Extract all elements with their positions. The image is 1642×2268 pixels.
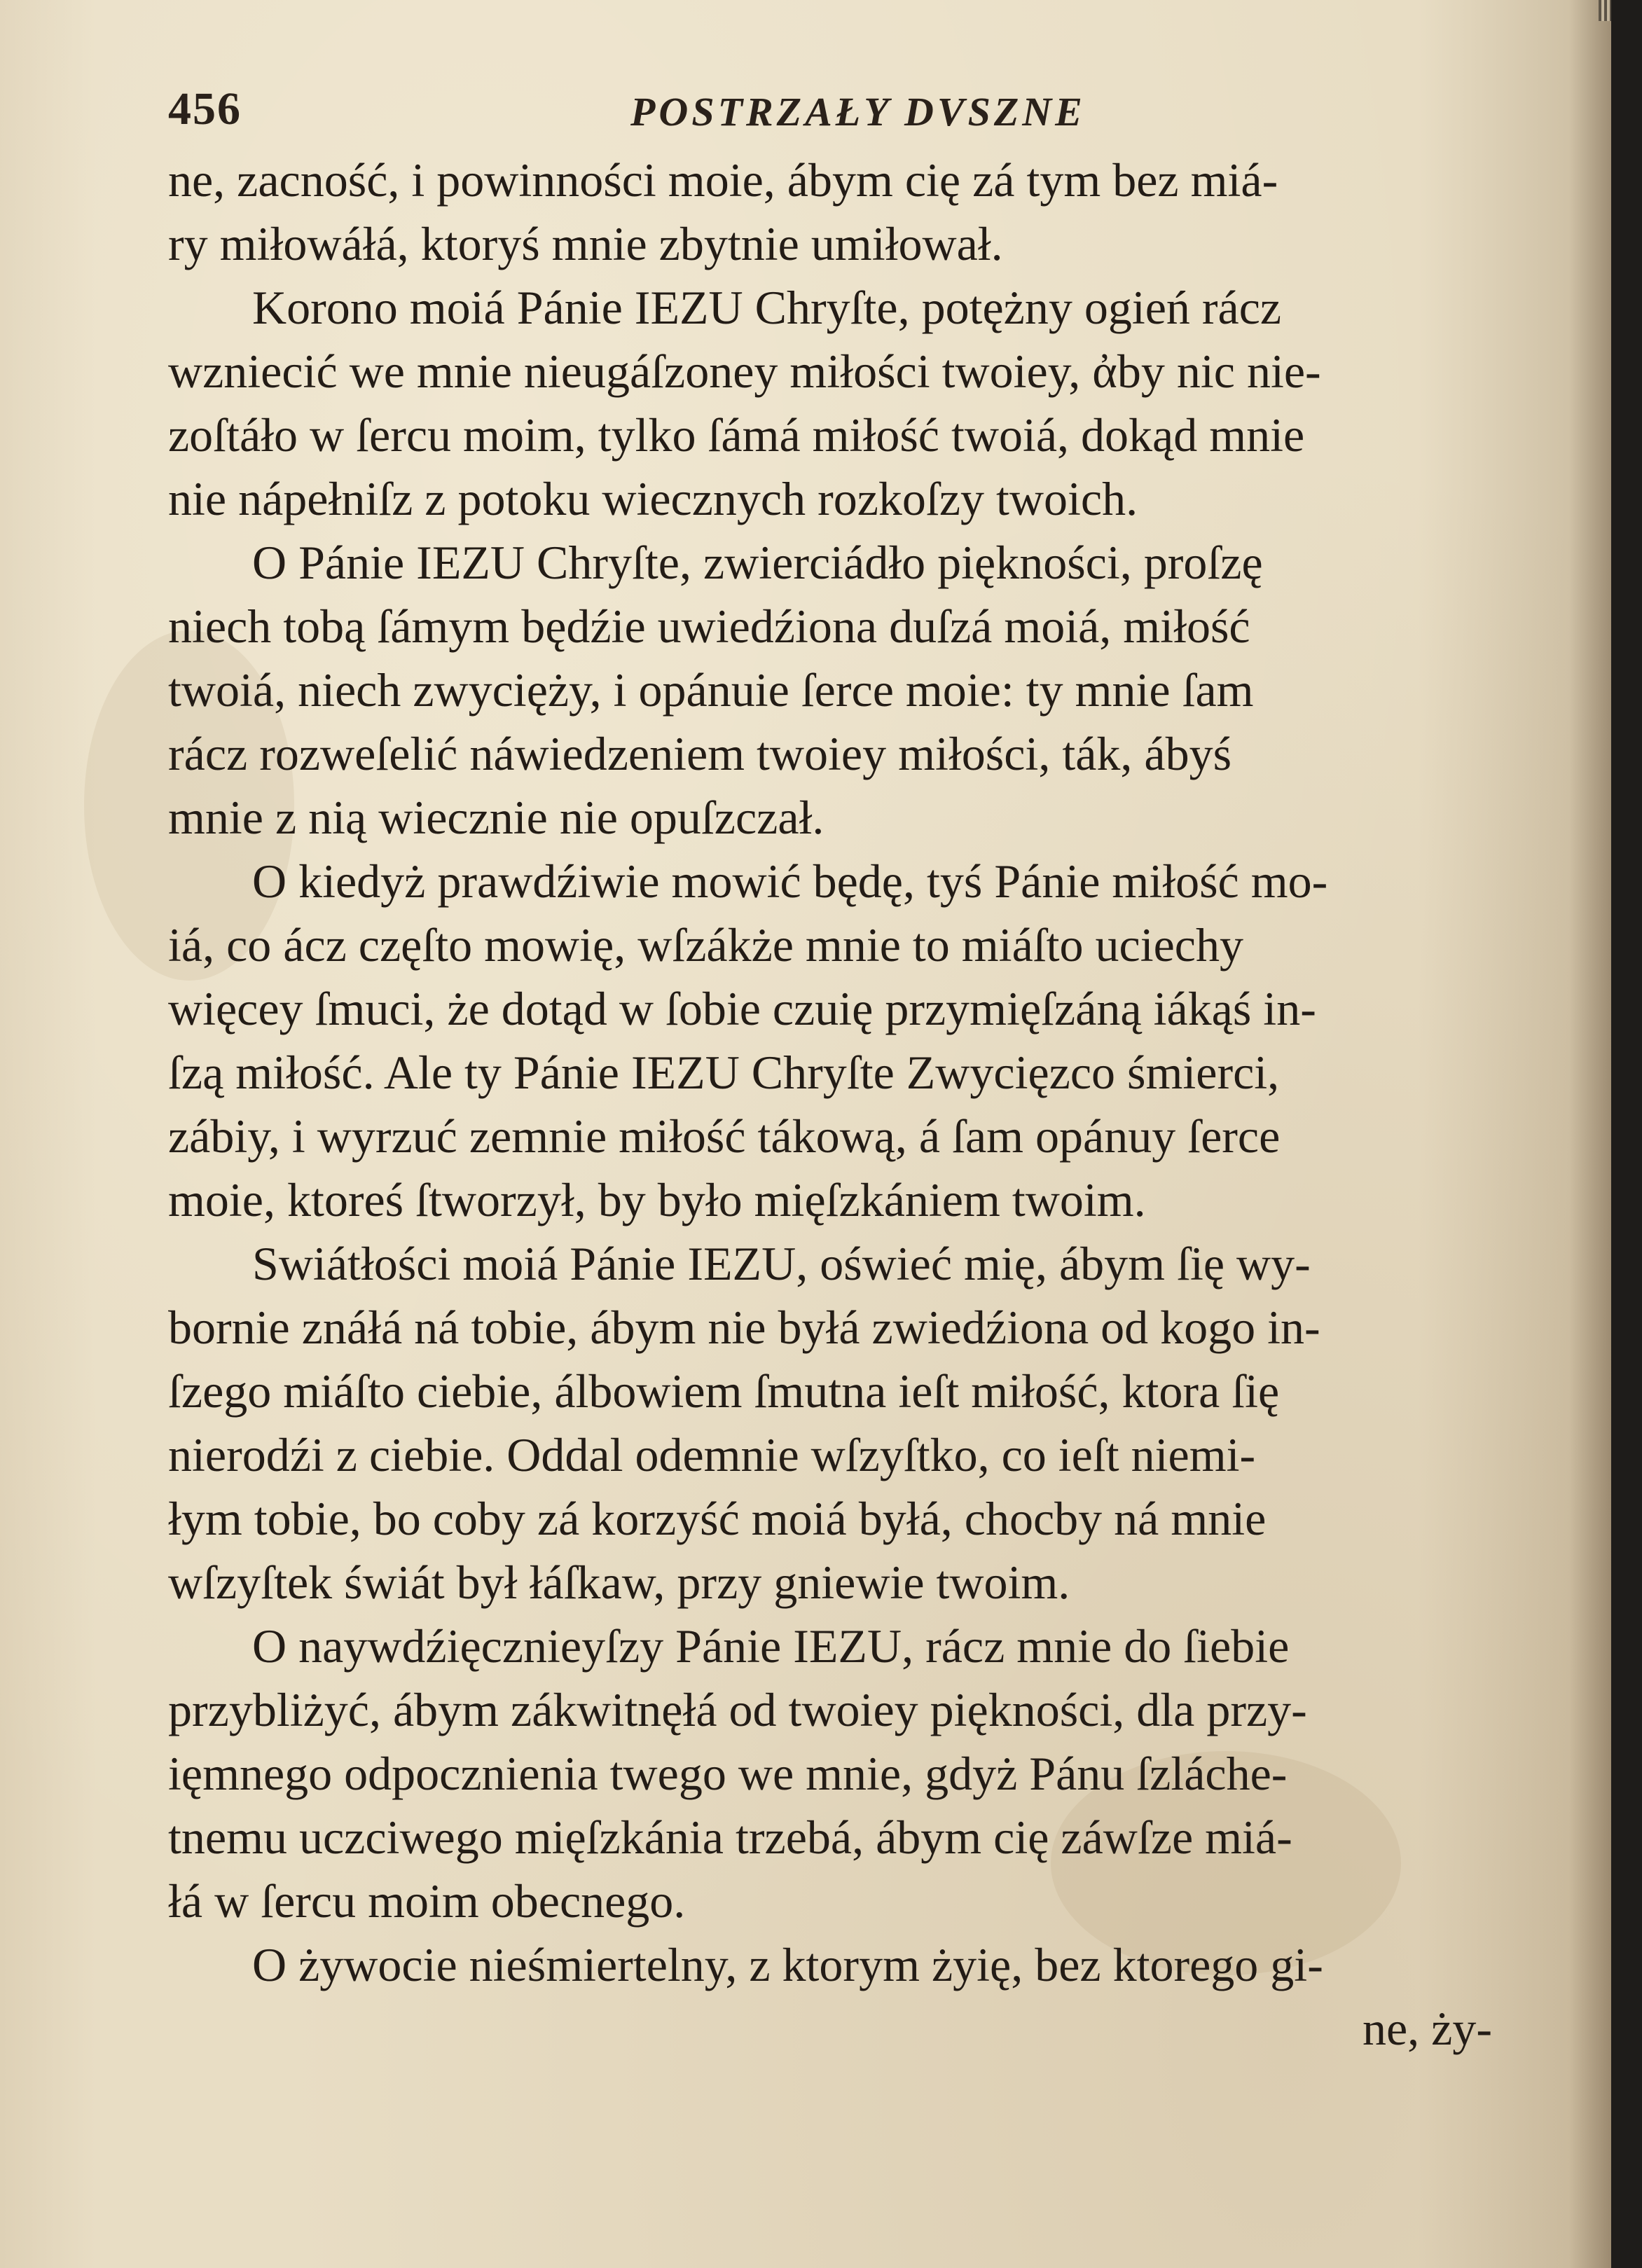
page-header	[168, 83, 1541, 146]
text-line: ne, zacność, i powinności moie, ábym cię zá tym bez miá-	[168, 153, 1278, 207]
text-line: ſzego miáſto ciebie, álbowiem ſmutna ieſt miłość, ktora ſię	[168, 1364, 1280, 1418]
text-line: O żywocie nieśmiertelny, z ktorym żyię, bez ktorego gi-	[252, 1938, 1323, 1991]
body-text	[168, 148, 1555, 2061]
running-title: POSTRZAŁY DVSZNE	[630, 89, 1086, 134]
paragraph	[168, 148, 1555, 276]
text-line: Korono moiá Pánie IEZU Chryſte, potężny ogień rácz	[252, 281, 1282, 334]
scan-ruler	[1599, 0, 1611, 21]
text-line: niech tobą ſámym będźie uwiedźiona duſzá moiá, miłość	[168, 600, 1250, 653]
text-line: przybliżyć, ábym zákwitnęłá od twoiey piękności, dla przy-	[168, 1683, 1307, 1736]
text-line: wzniecić we mnie nieugáſzoney miłości twoiey, ἀby nic nie-	[168, 345, 1321, 398]
text-line: łá w ſercu moim obecnego.	[168, 1874, 686, 1928]
page-number: 456	[168, 83, 242, 134]
text-line: moie, ktoreś ſtworzył, by było mięſzkániem twoim.	[168, 1173, 1146, 1226]
text-line: nierodźi z ciebie. Oddal odemnie wſzyſtko, co ieſt niemi-	[168, 1428, 1256, 1481]
paragraph	[168, 531, 1555, 850]
text-line: łym tobie, bo coby zá korzyść moiá byłá, chocby ná mnie	[168, 1492, 1267, 1545]
paragraph	[168, 850, 1555, 1232]
text-line: zoſtáło w ſercu moim, tylko ſámá miłość twoiá, dokąd mnie	[168, 408, 1305, 462]
text-line: zábiy, i wyrzuć zemnie miłość tákową, á ſam opánuy ſerce	[168, 1109, 1281, 1163]
text-line: nie nápełniſz z potoku wiecznych rozkoſzy twoich.	[168, 472, 1138, 525]
text-line: bornie znáłá ná tobie, ábym nie byłá zwiedźiona od kogo in-	[168, 1301, 1320, 1354]
text-line: ięmnego odpocznienia twego we mnie, gdyż Pánu ſzláche-	[168, 1747, 1288, 1800]
text-line: wſzyſtek świát był łáſkaw, przy gniewie twoim.	[168, 1556, 1070, 1609]
paragraph	[168, 276, 1555, 531]
catchword: ne, ży-	[1362, 2002, 1492, 2055]
paragraph	[168, 1933, 1555, 1997]
text-line: mnie z nią wiecznie nie opuſzczał.	[168, 791, 825, 844]
text-line: O naywdźięcznieyſzy Pánie IEZU, rácz mnie do ſiebie	[252, 1619, 1290, 1673]
text-line: ry miłowáłá, ktoryś mnie zbytnie umiłował.	[168, 217, 1003, 270]
paragraph	[168, 1232, 1555, 1614]
text-line: twoiá, niech zwycięży, i opánuie ſerce moie: ty mnie ſam	[168, 663, 1254, 717]
text-line: więcey ſmuci, że dotąd w ſobie czuię przymięſzáną iákąś in-	[168, 982, 1316, 1035]
text-line: tnemu uczciwego mięſzkánia trzebá, ábym cię záwſze miá-	[168, 1811, 1292, 1864]
text-line: O kiedyż prawdźiwie mowić będę, tyś Pánie miłość mo-	[252, 855, 1328, 908]
text-line: ſzą miłość. Ale ty Pánie IEZU Chryſte Zwycięzco śmierci,	[168, 1046, 1280, 1099]
binding-gutter	[1569, 0, 1611, 2268]
text-line: Swiátłości moiá Pánie IEZU, oświeć mię, ábym ſię wy-	[252, 1237, 1311, 1290]
text-line: rácz rozweſelić náwiedzeniem twoiey miłości, ták, ábyś	[168, 727, 1232, 780]
text-line: O Pánie IEZU Chryſte, zwierciádło piękności, proſzę	[252, 536, 1263, 589]
text-line: iá, co ácz częſto mowię, wſzákże mnie to miáſto uciechy	[168, 918, 1243, 971]
paragraph	[168, 1614, 1555, 1933]
